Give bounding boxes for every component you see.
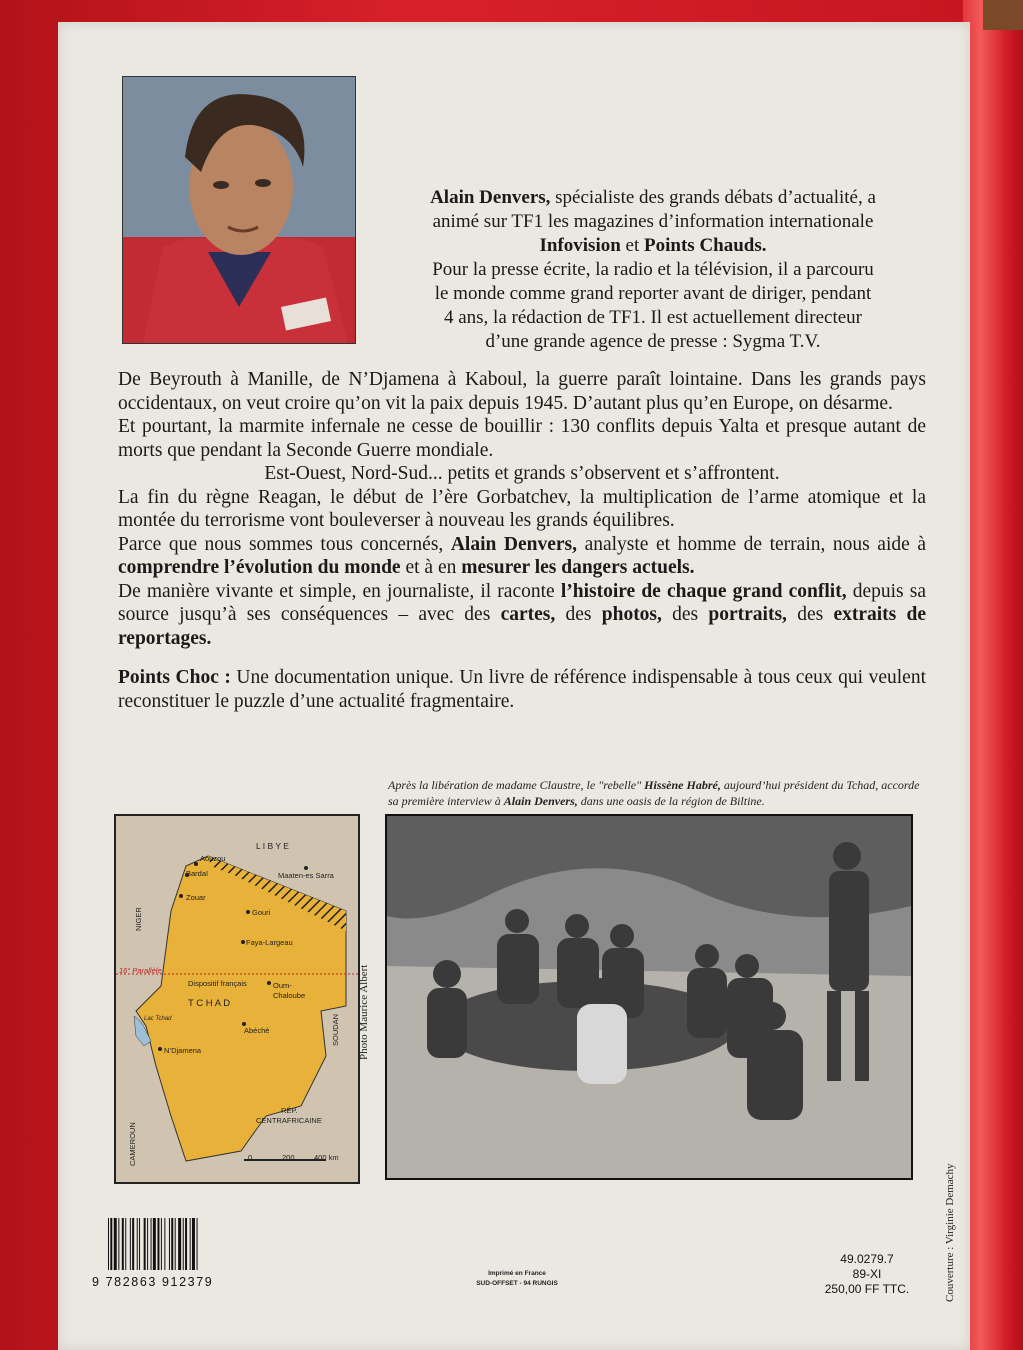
barcode-bar (183, 1218, 184, 1270)
author-bio (372, 186, 934, 354)
barcode-bar (125, 1218, 126, 1270)
scale-label-400: 400 km (314, 1153, 339, 1162)
emphasis: comprendre l’évolution du monde (118, 557, 401, 578)
barcode-bar (137, 1218, 138, 1270)
photo-caption (388, 777, 920, 809)
label-maaten: Maaten-es Sarra (278, 871, 334, 880)
barcode-bar (114, 1218, 117, 1270)
isbn-number: 9 782863 912379 (92, 1275, 214, 1289)
caption-text: Après la libération de madame Claustre, le "rebelle" (388, 778, 645, 792)
photo-image (387, 816, 911, 1178)
series-name: Points Choc : (118, 667, 231, 688)
paragraph-7 (118, 666, 926, 713)
label-lac-tchad: Lac Tchad (144, 1016, 172, 1022)
barcode-bar (190, 1218, 191, 1270)
barcode-bar (161, 1218, 162, 1270)
label-aouzou: Aouzou (200, 854, 226, 863)
text: et à en (400, 557, 462, 578)
paragraph-1: De Beyrouth à Manille, de N’Djamena à Kaboul, la guerre paraît lointaine. Dans les grands pays occidentaux, on veut croire qu’on vit la paix depuis 1945. D’autant plus qu’en Europe, on désarme. (118, 369, 926, 414)
blurb-text (118, 368, 926, 713)
emphasis: photos, (601, 604, 662, 625)
author-name: Alain Denvers, (450, 533, 578, 555)
label-bardai: Bardaï (186, 869, 209, 878)
printer-line-1: Imprimé en France (488, 1270, 546, 1277)
product-code: 49.0279.7 (840, 1252, 894, 1266)
label-gouri: Gouri (252, 908, 271, 917)
paragraph-6 (118, 580, 926, 651)
barcode-bar (147, 1218, 148, 1270)
printer-info (462, 1269, 572, 1289)
barcode-bar (110, 1218, 112, 1270)
barcode-bar (139, 1218, 140, 1270)
barcode-bar (171, 1218, 173, 1270)
book-edge (963, 0, 1023, 1350)
barcode-bar (144, 1218, 146, 1270)
paragraph-4: La fin du règne Reagan, le début de l’ère Gorbatchev, la multiplication de l’arme atomique et la montée du terrorisme vont bouleverser à nouveau les grands équilibres. (118, 486, 926, 531)
barcode-bar (118, 1218, 119, 1270)
price-info (812, 1252, 922, 1297)
text: analyste et homme de terrain, nous aide à (577, 533, 926, 555)
scale-label-0: 0 (248, 1153, 253, 1162)
bio-text: spécialiste des grands débats d’actualité, a (550, 187, 876, 208)
label-centrafricaine: CENTRAFRICAINE (256, 1116, 322, 1125)
text: depuis sa source jusqu’à ses conséquences – avec des (118, 580, 926, 625)
label-oum: Oum- (273, 981, 292, 990)
paragraph-2: Et pourtant, la marmite infernale ne cesse de bouillir : 130 conflits depuis Yalta et presque autant de morts que pendant la Seconde Guerre mondiale. (118, 416, 926, 461)
barcode-bar (132, 1218, 134, 1270)
table-surface (983, 0, 1023, 30)
text: Parce que nous sommes tous concernés, (118, 533, 451, 555)
portrait-image (123, 77, 355, 343)
barcode-bar (178, 1218, 181, 1270)
barcode-bar (108, 1218, 109, 1270)
label-ndjamena: N’Djamena (164, 1046, 202, 1055)
emphasis: mesurer les dangers actuels. (461, 557, 695, 578)
scale-label-200: 200 (282, 1153, 295, 1162)
barcode-bar (153, 1218, 156, 1270)
caption-name: Alain Denvers, (503, 794, 578, 808)
barcode-bar (164, 1218, 165, 1270)
bio-line-4: Pour la presse écrite, la radio et la télévision, il a parcouru (432, 259, 874, 280)
barcode-bar (130, 1218, 131, 1270)
bio-line-6: 4 ans, la rédaction de TF1. Il est actuellement directeur (443, 307, 863, 328)
barcode-bar (185, 1218, 187, 1270)
photo-credit: Photo Maurice Albert (358, 964, 370, 1060)
paragraph-5 (118, 533, 926, 580)
bio-line-3 (372, 234, 934, 258)
caption-text: aujourd’hui président du Tchad, accorde sa première interview à (388, 778, 920, 808)
caption-name: Hissène Habré, (644, 778, 721, 792)
label-tchad: T C H A D (188, 998, 231, 1009)
caption-text: dans une oasis de la région de Biltine. (577, 794, 765, 808)
bio-line-2: animé sur TF1 les magazines d’information internationale (432, 211, 874, 232)
emphasis: portraits, (708, 604, 787, 625)
text: des (786, 604, 834, 625)
text: De manière vivante et simple, en journaliste, il raconte (118, 580, 561, 602)
bio-line-1 (372, 186, 934, 210)
label-niger: NIGER (134, 907, 143, 931)
label-cameroun: CAMEROUN (128, 1122, 137, 1166)
cover-credit: Couverture : Virginie Demachy (944, 1163, 956, 1302)
barcode-bar (151, 1218, 152, 1270)
emphasis: cartes, (500, 604, 556, 625)
chad-map (114, 814, 360, 1184)
text: des (661, 604, 709, 625)
label-dispositif: Dispositif français (188, 979, 247, 988)
barcode-bar (157, 1218, 159, 1270)
bio-line-7: d’une grande agence de presse : Sygma T.V. (485, 331, 821, 352)
batch-code: 89-XI (852, 1267, 882, 1281)
printer-line-2: SUD-OFFSET - 94 RUNGIS (476, 1280, 558, 1287)
price-amount: 250,00 FF TTC. (824, 1282, 910, 1296)
label-parallel: 16° Parallèle (119, 966, 162, 975)
text: Une documentation unique. Un livre de référence indispensable à tous ceux qui veulent reconstituer le puzzle d’une actualité fragmentaire. (118, 667, 926, 712)
label-rep: RÉP. (281, 1106, 298, 1115)
interview-photo (385, 814, 913, 1180)
paragraph-3: Est-Ouest, Nord-Sud... petits et grands s’observent et s’affrontent. (264, 463, 780, 484)
label-chaloube: Chaloube (273, 991, 306, 1000)
emphasis: extraits de reportages. (118, 604, 926, 649)
author-portrait (122, 76, 356, 344)
emphasis: l’histoire de chaque grand conflit, (560, 580, 847, 602)
label-zouar: Zouar (186, 893, 206, 902)
barcode-bar (169, 1218, 170, 1270)
barcode-bar (192, 1218, 195, 1270)
label-abeche: Abéché (244, 1026, 270, 1035)
bio-line-5: le monde comme grand reporter avant de diriger, pendant (434, 283, 872, 304)
magazine-infovision: Infovision (539, 235, 621, 256)
text: des (555, 604, 602, 625)
bio-text: et (620, 235, 645, 256)
barcode-bar (175, 1218, 176, 1270)
barcode-bar (197, 1218, 198, 1270)
barcode (108, 1218, 232, 1270)
label-faya: Faya-Largeau (246, 938, 293, 947)
label-soudan: SOUDAN (331, 1013, 340, 1046)
author-name: Alain Denvers, (430, 187, 551, 208)
barcode-bar (122, 1218, 124, 1270)
magazine-points-chauds: Points Chauds. (644, 235, 767, 256)
spacer (118, 650, 926, 666)
label-libye: L I B Y E (256, 841, 289, 851)
